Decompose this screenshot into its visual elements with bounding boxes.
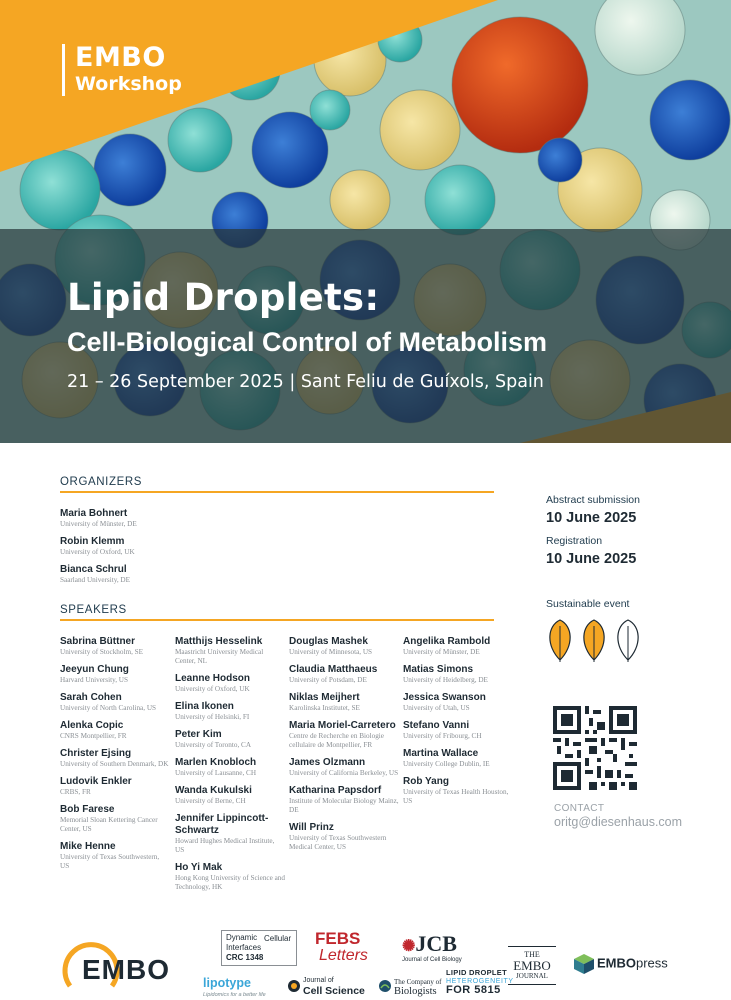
embo-press-rest: press <box>636 955 668 971</box>
speaker-name: James Olzmann <box>289 757 366 768</box>
speaker-name: Alenka Copic <box>60 720 124 731</box>
contact-label: CONTACT <box>554 803 605 814</box>
febs-line1: FEBS <box>315 929 361 948</box>
speaker-item <box>289 822 399 852</box>
speaker-item <box>60 720 170 741</box>
speaker-affiliation: Hong Kong University of Science and Technology, HK <box>175 874 285 891</box>
embo-workshop-brand <box>62 44 182 96</box>
jcb-text: JCB <box>415 931 457 956</box>
speaker-name: Sabrina Büttner <box>60 636 136 647</box>
registration-date: 10 June 2025 <box>546 551 637 567</box>
speaker-affiliation: Harvard University, US <box>60 676 128 684</box>
speaker-item <box>175 673 285 694</box>
speaker-item <box>60 692 170 713</box>
speaker-affiliation: University of Texas Health Houston, US <box>403 788 509 805</box>
speaker-item <box>403 636 513 657</box>
speaker-item <box>289 720 399 750</box>
speaker-affiliation: CNRS Montpellier, FR <box>60 732 127 740</box>
cob-line2: Biologists <box>394 986 437 997</box>
speaker-affiliation: University of Stockholm, SE <box>60 648 144 656</box>
ldh-line1: LIPID DROPLET <box>446 968 507 977</box>
qr-code[interactable] <box>553 706 637 790</box>
embo-journal-line1: THE <box>524 950 540 959</box>
embo-journal-logo[interactable] <box>508 946 556 985</box>
organizer-item <box>60 536 260 557</box>
leaf-icon <box>584 620 604 662</box>
contact-email[interactable]: oritg@diesenhaus.com <box>554 815 683 829</box>
page-subtitle: Cell-Biological Control of Metabolism <box>67 327 548 357</box>
company-of-biologists-logo[interactable] <box>380 977 441 997</box>
speaker-affiliation: Centre de Recherche en Biologie cellulaire de Montpellier, FR <box>289 732 384 749</box>
jcs-line1: Journal of <box>303 977 334 984</box>
lipotype-logo[interactable] <box>203 974 266 998</box>
embo-press-bold: EMBO <box>597 955 636 971</box>
speaker-name: Rob Yang <box>403 776 449 787</box>
speaker-name: Peter Kim <box>175 729 222 740</box>
speakers-column-2 <box>175 636 285 899</box>
page-title: Lipid Droplets: <box>67 276 380 319</box>
leaf-icon <box>618 620 638 662</box>
organizer-affiliation: Saarland University, DE <box>60 576 130 584</box>
speaker-item <box>403 776 513 806</box>
embo-logo[interactable] <box>60 940 178 998</box>
cube-icon <box>573 953 595 975</box>
speaker-affiliation: Maastricht University Medical Center, NL <box>175 648 264 665</box>
speaker-item <box>175 813 285 855</box>
speaker-item <box>289 636 399 657</box>
brand-line1: EMBO <box>75 42 166 73</box>
organizers-heading: ORGANIZERS <box>60 476 494 493</box>
speaker-affiliation: Memorial Sloan Kettering Cancer Center, US <box>60 816 158 833</box>
di-line4: CRC 1348 <box>226 952 264 962</box>
speaker-item <box>175 729 285 750</box>
dynamic-interfaces-logo[interactable] <box>221 930 297 966</box>
di-line2: Cellular <box>264 933 292 943</box>
organizer-name: Maria Bohnert <box>60 508 128 519</box>
cob-circle-icon <box>378 979 392 993</box>
organizer-item <box>60 564 260 585</box>
speaker-name: Martina Wallace <box>403 748 479 759</box>
speaker-item <box>403 748 513 769</box>
speaker-affiliation: University of Heidelberg, DE <box>403 676 488 684</box>
di-line1: Dynamic <box>226 933 258 942</box>
jcs-line2: Cell Science <box>303 985 365 997</box>
speaker-item <box>289 757 399 778</box>
speaker-affiliation: University of California Berkeley, US <box>289 769 399 777</box>
speaker-affiliation: University of Berne, CH <box>175 797 246 805</box>
speakers-heading: SPEAKERS <box>60 604 494 621</box>
speaker-item <box>175 636 285 666</box>
speaker-name: Wanda Kukulski <box>175 785 252 796</box>
speaker-affiliation: Howard Hughes Medical Institute, US <box>175 837 275 854</box>
speaker-affiliation: University of Fribourg, CH <box>403 732 482 740</box>
speaker-name: Claudia Matthaeus <box>289 664 378 675</box>
speaker-name: Leanne Hodson <box>175 673 251 684</box>
speaker-item <box>60 804 170 834</box>
speaker-item <box>175 862 285 892</box>
di-line3: Interfaces <box>226 943 262 952</box>
speaker-name: Ludovik Enkler <box>60 776 132 787</box>
organizer-affiliation: University of Münster, DE <box>60 520 137 528</box>
speaker-item <box>60 664 170 685</box>
hero-banner <box>0 0 731 443</box>
speaker-item <box>60 776 170 797</box>
speaker-affiliation: Institute of Molecular Biology Mainz, DE <box>289 797 399 814</box>
embo-journal-line2: EMBO <box>513 958 551 973</box>
speaker-item <box>175 757 285 778</box>
speaker-name: Christer Ejsing <box>60 748 132 759</box>
speakers-column-1 <box>60 636 170 878</box>
date-location: 21 – 26 September 2025 | Sant Feliu de Guíxols, Spain <box>67 372 544 392</box>
speaker-affiliation: University of Lausanne, CH <box>175 769 257 777</box>
embo-logo-text: EMBO <box>82 954 170 985</box>
speaker-name: Mike Henne <box>60 841 116 852</box>
speaker-affiliation: University of Oxford, UK <box>175 685 250 693</box>
lipid-droplet-heterogeneity-logo[interactable] <box>446 968 514 995</box>
speaker-affiliation: University of Münster, DE <box>403 648 480 656</box>
speaker-name: Jessica Swanson <box>403 692 486 703</box>
speaker-name: Jeeyun Chung <box>60 664 129 675</box>
speaker-name: Elina Ikonen <box>175 701 234 712</box>
speaker-affiliation: University of Texas Southwestern Medical Center, US <box>289 834 387 851</box>
speaker-affiliation: CRBS, FR <box>60 788 91 796</box>
ldh-line3: FOR 5815 <box>446 984 501 996</box>
registration-label: Registration <box>546 535 603 547</box>
lipotype-name: lipotype <box>203 976 251 990</box>
speakers-column-3 <box>289 636 399 859</box>
speaker-item <box>289 664 399 685</box>
organizers-list <box>60 508 260 592</box>
abstract-submission-label: Abstract submission <box>546 494 640 506</box>
speaker-affiliation: University of Minnesota, US <box>289 648 373 656</box>
speaker-name: Matthijs Hesselink <box>175 636 263 647</box>
febs-letters-logo[interactable] <box>315 930 368 964</box>
speaker-affiliation: University of North Carolina, US <box>60 704 157 712</box>
speaker-item <box>175 785 285 806</box>
organizer-item <box>60 508 260 529</box>
speaker-name: Maria Moriel-Carretero <box>289 720 396 731</box>
organizer-name: Robin Klemm <box>60 536 125 547</box>
lipotype-tagline: Lipidomics for a better life <box>203 992 266 998</box>
journal-cell-science-logo[interactable] <box>289 975 365 997</box>
speaker-name: Katharina Papsdorf <box>289 785 382 796</box>
speaker-affiliation: University of Southern Denmark, DK <box>60 760 169 768</box>
speaker-affiliation: Karolinska Institutet, SE <box>289 704 360 712</box>
organizer-name: Bianca Schrul <box>60 564 127 575</box>
jcs-circle-icon <box>287 979 301 993</box>
febs-line2: Letters <box>319 947 368 964</box>
speaker-name: Angelika Rambold <box>403 636 491 647</box>
speaker-affiliation: University of Toronto, CA <box>175 741 252 749</box>
speaker-name: Douglas Mashek <box>289 636 368 647</box>
jcb-small: Journal of Cell Biology <box>402 957 462 963</box>
ldh-line2: HETEROGENEITY <box>446 978 514 985</box>
embo-press-logo[interactable] <box>573 953 668 975</box>
speaker-affiliation: University of Helsinki, FI <box>175 713 250 721</box>
leaf-icon <box>550 620 570 662</box>
jcb-burst-icon: ✺ <box>402 938 416 955</box>
speaker-item <box>403 720 513 741</box>
sustainable-event-label: Sustainable event <box>546 598 630 610</box>
speaker-item <box>289 692 399 713</box>
speaker-name: Matias Simons <box>403 664 474 675</box>
speaker-name: Niklas Meijhert <box>289 692 360 703</box>
speaker-item <box>175 701 285 722</box>
speaker-name: Bob Farese <box>60 804 115 815</box>
speakers-column-4 <box>403 636 513 813</box>
embo-journal-line3: JOURNAL <box>516 972 548 980</box>
organizer-affiliation: University of Oxford, UK <box>60 548 135 556</box>
speaker-name: Marlen Knobloch <box>175 757 257 768</box>
speaker-item <box>403 664 513 685</box>
speaker-name: Stefano Vanni <box>403 720 470 731</box>
speaker-affiliation: University of Potsdam, DE <box>289 676 367 684</box>
speaker-item <box>60 636 170 657</box>
speaker-item <box>60 841 170 871</box>
speaker-name: Jennifer Lippincott-Schwartz <box>175 813 269 836</box>
speaker-item <box>289 785 399 815</box>
speaker-affiliation: University of Utah, US <box>403 704 470 712</box>
speaker-item <box>403 692 513 713</box>
speaker-name: Will Prinz <box>289 822 334 833</box>
speaker-affiliation: University of Texas Southwestern, US <box>60 853 160 870</box>
speaker-name: Sarah Cohen <box>60 692 122 703</box>
speaker-affiliation: University College Dublin, IE <box>403 760 490 768</box>
speaker-name: Ho Yi Mak <box>175 862 223 873</box>
brand-line2: Workshop <box>75 73 182 95</box>
sustainability-leaves <box>545 618 645 664</box>
jcb-logo[interactable] <box>402 931 462 963</box>
cob-line1: The Company of <box>394 978 442 986</box>
speaker-item <box>60 748 170 769</box>
abstract-submission-date: 10 June 2025 <box>546 510 637 526</box>
